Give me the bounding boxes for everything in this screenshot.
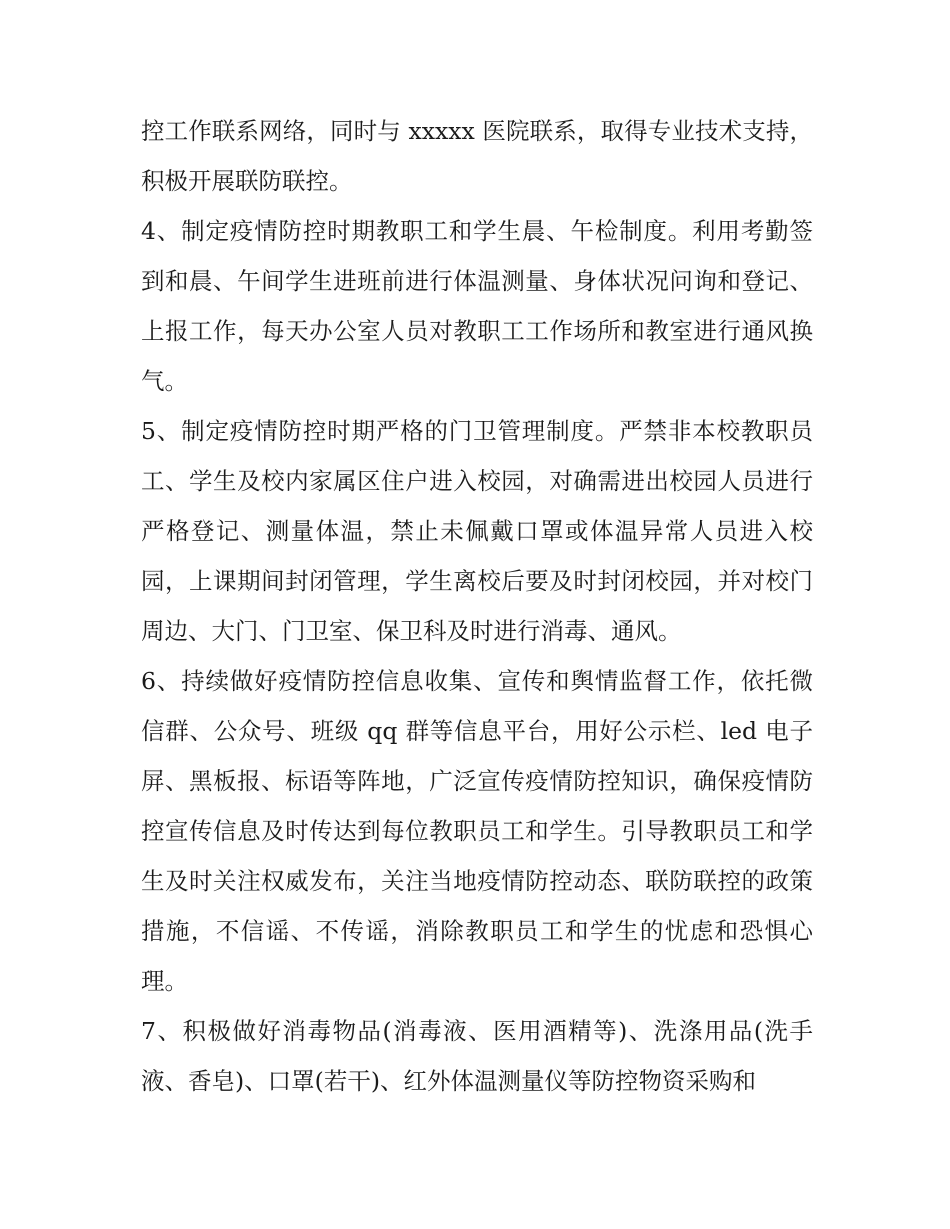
paragraph-item-7: 7、积极做好消毒物品(消毒液、医用酒精等)、洗涤用品(洗手液、香皂)、口罩(若干)、红外体温测量仪等防控物资采购和 — [141, 1017, 813, 1095]
paragraph-item-4: 4、制定疫情防控时期教职工和学生晨、午检制度。利用考勤签到和晨、午间学生进班前进行体温测量、身体状况问询和登记、上报工作，每天办公室人员对教职工工作场所和教室进行通风换气。 — [141, 217, 813, 395]
document-body — [141, 106, 813, 1106]
paragraph-continuation: 控工作联系网络，同时与 xxxxx 医院联系，取得专业技术支持，积极开展联防联控。 — [141, 117, 813, 195]
paragraph-item-6: 6、持续做好疫情防控信息收集、宣传和舆情监督工作，依托微信群、公众号、班级 qq 群等信息平台，用好公示栏、led 电子屏、黑板报、标语等阵地，广泛宣传疫情防控知识，确保疫情防控宣传信息及时传达到每位教职员工和学生。引导教职员工和学生及时关注权威发布，关注当地疫情防控动态、联防联控的政策措施，不信谣、不传谣，消除教职员工和学生的忧虑和恐惧心理。 — [141, 667, 813, 995]
paragraph-item-5: 5、制定疫情防控时期严格的门卫管理制度。严禁非本校教职员工、学生及校内家属区住户进入校园，对确需进出校园人员进行严格登记、测量体温，禁止未佩戴口罩或体温异常人员进入校园，上课期间封闭管理，学生离校后要及时封闭校园，并对校门周边、大门、门卫室、保卫科及时进行消毒、通风。 — [141, 417, 813, 645]
